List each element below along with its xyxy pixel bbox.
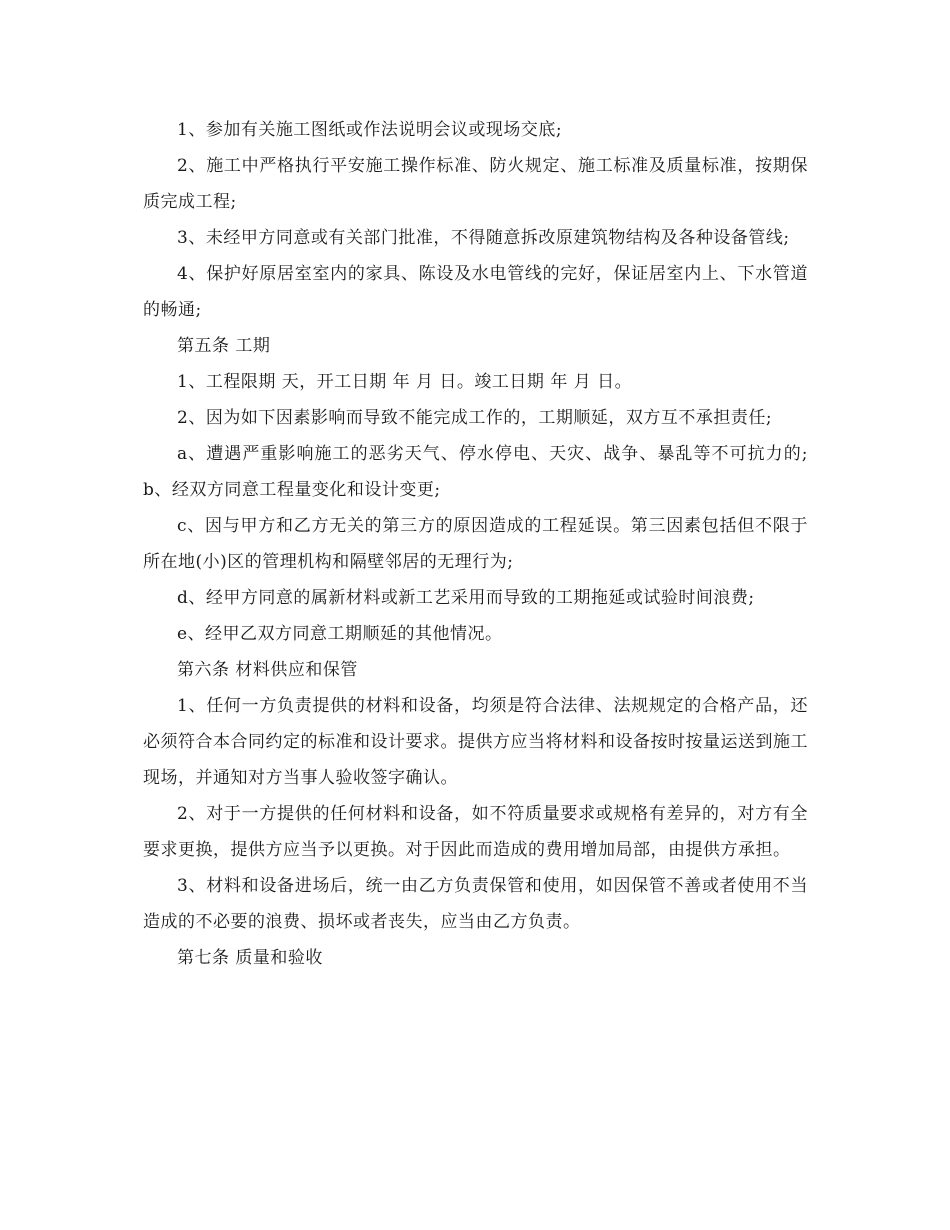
paragraph-clause-4-item-2: 2、施工中严格执行平安施工操作标准、防火规定、施工标准及质量标准，按期保质完成工程; (143, 156, 808, 212)
section-heading-clause-7: 第七条 质量和验收 (177, 948, 323, 968)
paragraph-clause-5-item-c: c、因与甲方和乙方无关的第三方的原因造成的工程延误。第三因素包括但不限于所在地(小)区的管理机构和隔壁邻居的无理行为; (143, 516, 808, 572)
paragraph-clause-6-item-1: 1、任何一方负责提供的材料和设备，均须是符合法律、法规规定的合格产品，还必须符合本合同约定的标准和设计要求。提供方应当将材料和设备按时按量运送到施工现场，并通知对方当事人验收签字确认。 (143, 696, 808, 788)
section-heading-clause-5: 第五条 工期 (177, 336, 271, 356)
paragraph-clause-5-item-2: 2、因为如下因素影响而导致不能完成工作的，工期顺延，双方互不承担责任; (177, 408, 773, 428)
document-body (143, 112, 808, 976)
paragraph-clause-6-item-2: 2、对于一方提供的任何材料和设备，如不符质量要求或规格有差异的，对方有全要求更换，提供方应当予以更换。对于因此而造成的费用增加局部，由提供方承担。 (143, 804, 808, 860)
paragraph-clause-5-item-e: e、经甲乙双方同意工期顺延的其他情况。 (177, 624, 503, 644)
paragraph-clause-4-item-4: 4、保护好原居室室内的家具、陈设及水电管线的完好，保证居室内上、下水管道的畅通; (143, 264, 808, 320)
section-heading-clause-6: 第六条 材料供应和保管 (177, 660, 358, 680)
paragraph-clause-4-item-3: 3、未经甲方同意或有关部门批准，不得随意拆改原建筑物结构及各种设备管线; (177, 228, 790, 248)
paragraph-clause-5-item-1: 1、工程限期 天，开工日期 年 月 日。竣工日期 年 月 日。 (177, 372, 633, 392)
paragraph-clause-5-item-a-b: a、遭遇严重影响施工的恶劣天气、停水停电、天灾、战争、暴乱等不可抗力的; b、经双方同意工程量变化和设计变更; (143, 444, 808, 500)
paragraph-clause-4-item-1: 1、参加有关施工图纸或作法说明会议或现场交底; (177, 120, 563, 140)
paragraph-clause-6-item-3: 3、材料和设备进场后，统一由乙方负责保管和使用，如因保管不善或者使用不当造成的不必要的浪费、损坏或者丧失，应当由乙方负责。 (143, 876, 808, 932)
paragraph-clause-5-item-d: d、经甲方同意的属新材料或新工艺采用而导致的工期拖延或试验时间浪费; (177, 588, 755, 608)
